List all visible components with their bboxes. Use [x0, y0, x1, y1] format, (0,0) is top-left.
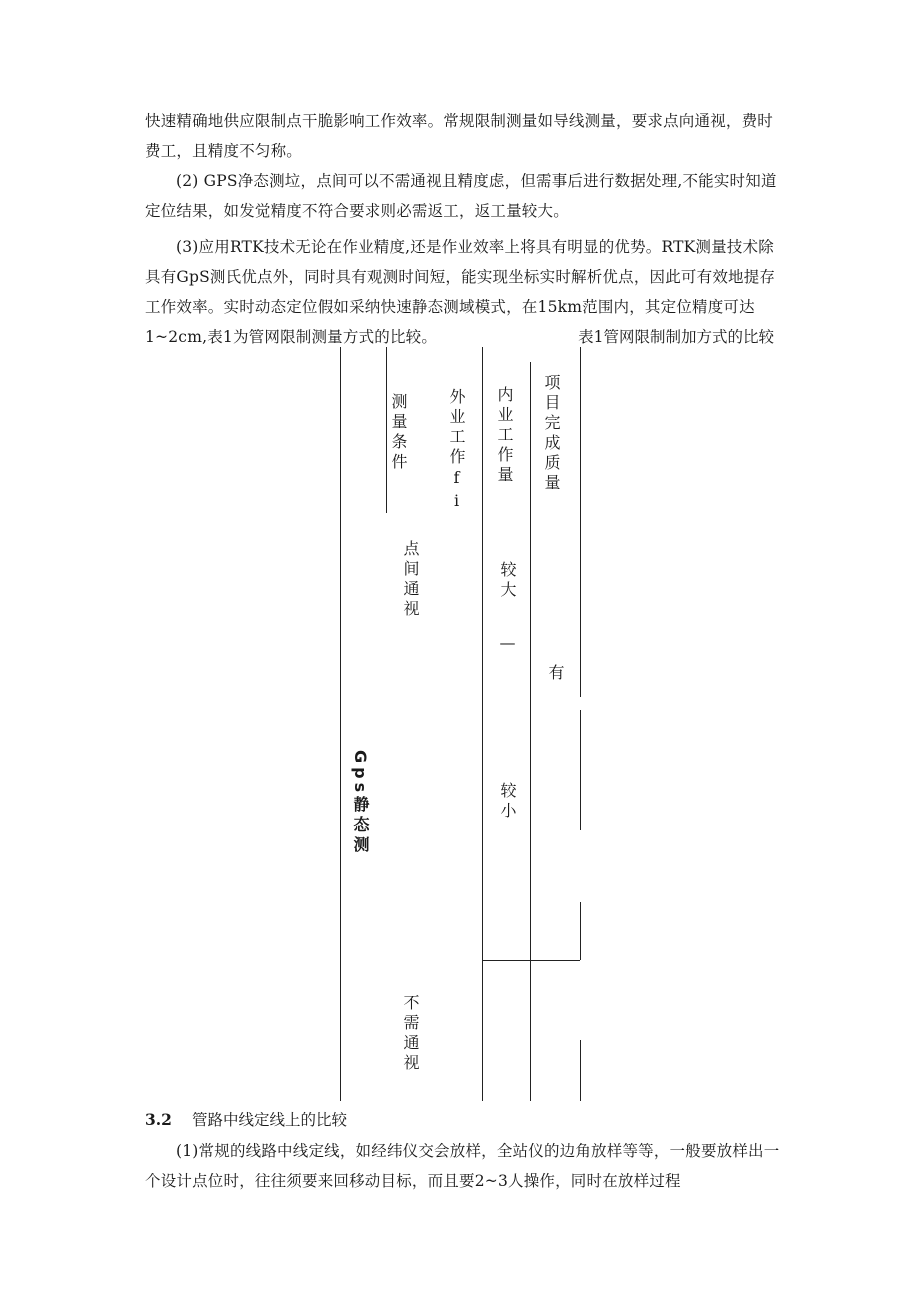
cell-dash: — — [498, 633, 517, 656]
paragraph-2: (2) GPS净态测垃，点间可以不需通视且精度虑，但需事后进行数据处理,不能实时知道定位结果，如发觉精度不符合要求则必需返工，返工量较大。 — [145, 172, 777, 220]
table-caption: 表1管网限制制加方式的比较 — [578, 328, 774, 346]
table-border-right-3 — [580, 902, 581, 960]
paragraph-1: 快速精确地供应限制点干脆影响工作效率。常规限制测量如导线测量，要求点向通视，费时费工，且精度不匀称。 — [145, 112, 774, 160]
table-border-right-1 — [580, 347, 581, 697]
header-measurement-conditions: 测量条件 — [389, 393, 408, 473]
cell-need-visibility: 点间通视 — [401, 540, 420, 620]
section-number: 3.2 — [145, 1110, 172, 1129]
cell-small: 较小 — [498, 782, 517, 822]
section-heading — [145, 1105, 347, 1135]
table-divider-quality — [530, 362, 531, 1101]
header-field-work: 外业工作fi — [447, 388, 466, 514]
row-method-gps-static: Gps静态测 — [351, 750, 370, 857]
cell-no-visibility: 不需通视 — [401, 994, 420, 1074]
table-divider-conditions — [386, 347, 387, 513]
cell-large: 较大 — [498, 561, 517, 601]
table-border-right-2 — [580, 710, 581, 830]
table-divider-office — [482, 347, 483, 1101]
cell-have: 有 — [546, 664, 565, 684]
table-border-right-4 — [580, 1040, 581, 1101]
section-title: 管路中线定线上的比较 — [191, 1111, 347, 1129]
header-project-quality: 项目完成质量 — [542, 374, 561, 494]
table-border-left — [340, 347, 341, 1101]
table-row-divider — [482, 960, 580, 961]
header-office-work: 内业工作量 — [495, 386, 514, 486]
paragraph-3: (3)应用RTK技术无论在作业精度,还是作业效率上将具有明显的优势。RTK测量技术除具有GpS测氏优点外，同时具有观测时间短，能实现坐标实时解析优点，因此可有效地提存工作效率。实时动态定位假如采纳快速静态测域模式，在15km范围内，其定位精度可达1~2cm,表1为管网限制测量方式的比较。 — [145, 238, 776, 346]
paragraph-4: (1)常规的线路中线定线，如经纬仪交会放样，全站仪的边角放样等等，一般要放样出一个设计点位时，往往须要来回移动目标，而且要2~3人操作，同时在放样过程 — [145, 1142, 780, 1190]
